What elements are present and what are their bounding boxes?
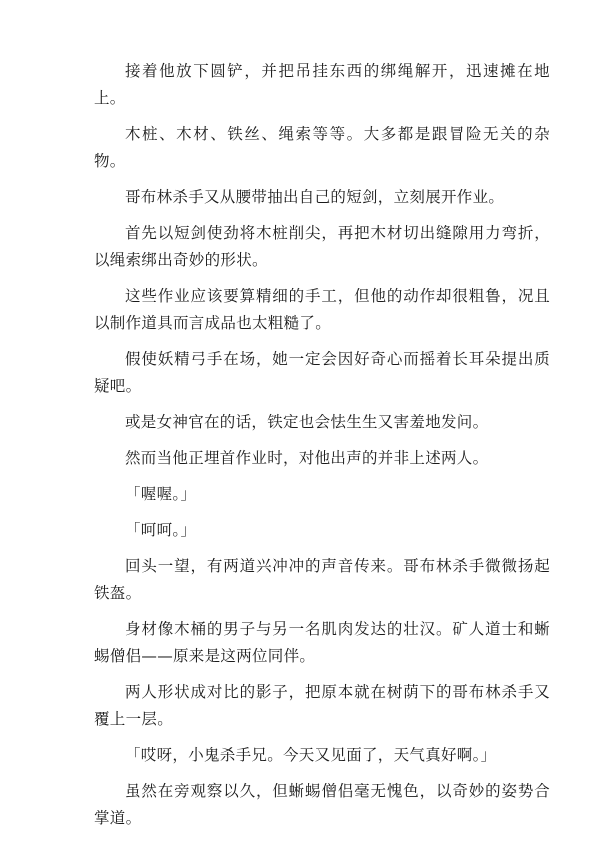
paragraph: 「呵呵。」 [125, 521, 197, 539]
paragraph: 哥布林杀手又从腰带抽出自己的短剑，立刻展开作业。 [125, 188, 505, 206]
paragraph: 「喔喔。」 [125, 485, 197, 503]
paragraph: 这些作业应该要算精细的手工，但他的动作却很粗鲁，况且以制作道具而言成品也太粗糙了。 [94, 287, 550, 332]
paragraph: 身材像木桶的男子与另一名肌肉发达的壮汉。矿人道士和蜥蜴僧侣——原来是这两位同伴。 [94, 620, 550, 665]
paragraph: 接着他放下圆铲，并把吊挂东西的绑绳解开，迅速摊在地上。 [94, 62, 550, 107]
paragraph: 回头一望，有两道兴冲冲的声音传来。哥布林杀手微微扬起铁盔。 [94, 557, 550, 602]
paragraph: 假使妖精弓手在场，她一定会因好奇心而摇着长耳朵提出质疑吧。 [94, 350, 550, 395]
paragraph: 首先以短剑使劲将木桩削尖，再把木材切出缝隙用力弯折，以绳索绑出奇妙的形状。 [94, 224, 550, 269]
document-body [94, 58, 550, 841]
paragraph: 「哎呀，小鬼杀手兄。今天又见面了，天气真好啊。」 [125, 746, 497, 764]
paragraph: 或是女神官在的话，铁定也会怯生生又害羞地发问。 [125, 413, 489, 431]
paragraph: 虽然在旁观察以久，但蜥蜴僧侣毫无愧色，以奇妙的姿势合掌道。 [94, 782, 550, 827]
paragraph: 然而当他正埋首作业时，对他出声的并非上述两人。 [125, 449, 489, 467]
paragraph: 两人形状成对比的影子，把原本就在树荫下的哥布林杀手又覆上一层。 [94, 683, 550, 728]
paragraph: 木桩、木材、铁丝、绳索等等。大多都是跟冒险无关的杂物。 [94, 125, 550, 170]
